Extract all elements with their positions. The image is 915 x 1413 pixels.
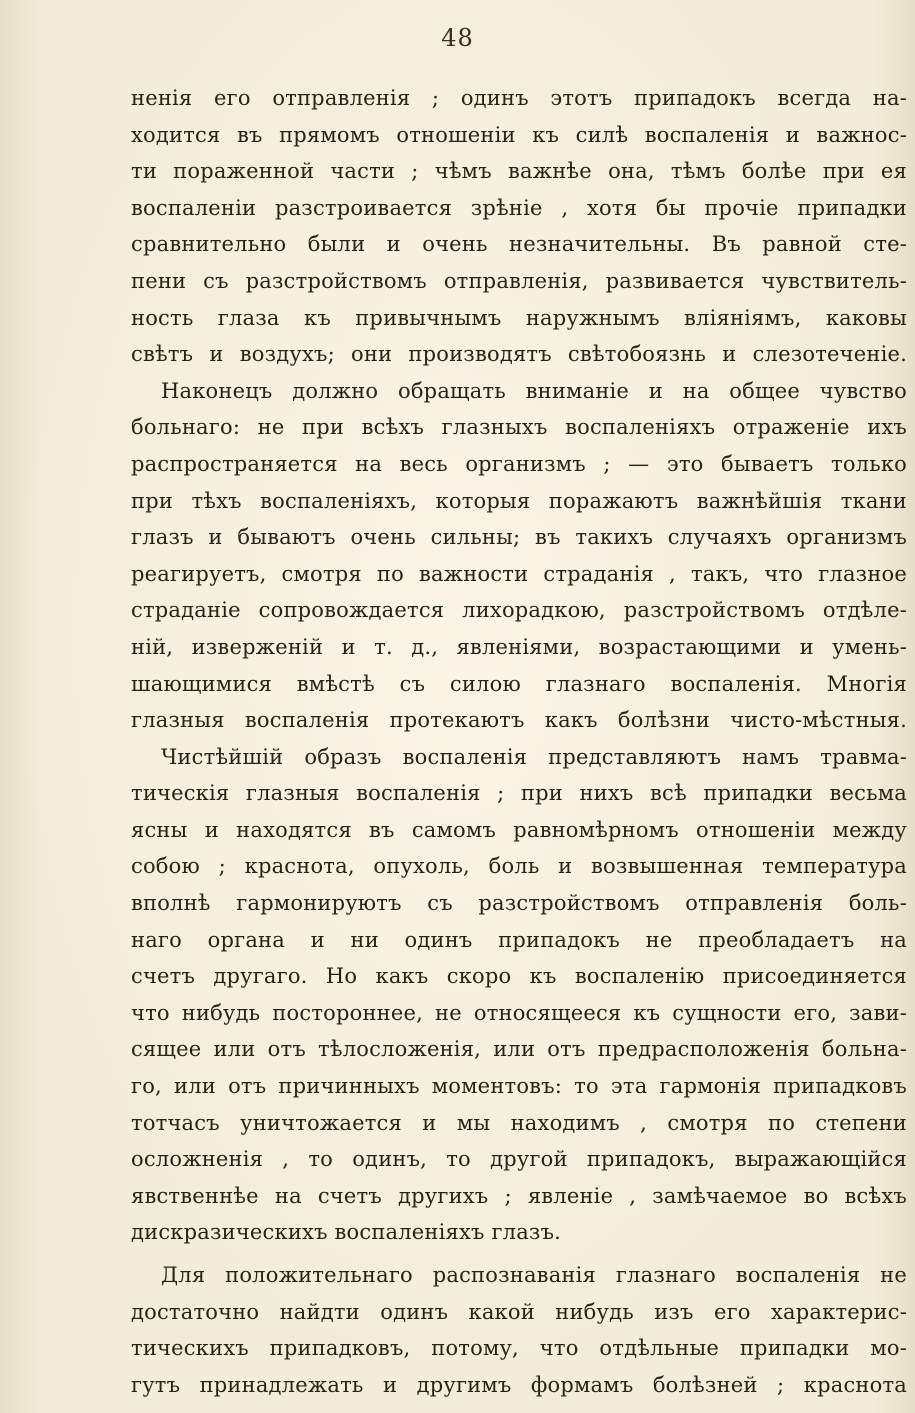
text-line: тотчасъ уничтожается и мы находимъ , смотря по степени — [131, 1110, 907, 1135]
paragraph-1 — [131, 80, 907, 373]
text-line: дискразическихъ воспаленіяхъ глазъ. — [131, 1220, 562, 1245]
text-line: счетъ другаго. Но какъ скоро къ воспаленію присоединяется — [131, 964, 907, 989]
text-line: ность глаза къ привычнымъ наружнымъ вліяніямъ, каковы — [131, 305, 907, 330]
text-line: больнаго: не при всѣхъ глазныхъ воспаленіяхъ отраженіе ихъ — [131, 415, 907, 440]
text-line: свѣтъ и воздухъ; они производятъ свѣтобоязнь и слезотеченіе. — [131, 342, 907, 367]
text-line: осложненія , то одинъ, то другой припадокъ, выражающійся — [131, 1147, 907, 1172]
text-line: ходится въ прямомъ отношеніи къ силѣ воспаленія и важнос- — [131, 122, 907, 147]
text-line: глазныя воспаленія протекаютъ какъ болѣзни чисто-мѣстныя. — [131, 708, 907, 733]
page-number: 48 — [441, 24, 474, 52]
paragraph-4 — [131, 1257, 907, 1403]
text-line: ній, изверженій и т. д., явленіями, возрастающими и умень- — [131, 634, 907, 659]
text-line: собою ; краснота, опухоль, боль и возвышенная температура — [131, 854, 907, 879]
text-line: тическія глазныя воспаленія ; при нихъ всѣ припадки весьма — [131, 781, 907, 806]
text-line: сящее или отъ тѣлосложенія, или отъ предрасположенія больна- — [131, 1037, 907, 1062]
text-line: реагируетъ, смотря по важности страданія , такъ, что глазное — [131, 561, 907, 586]
text-line: распространяется на весь организмъ ; — это бываетъ только — [131, 451, 907, 476]
paragraph-2 — [131, 373, 907, 739]
text-line: ясны и находятся въ самомъ равномѣрномъ отношеніи между — [131, 817, 907, 842]
text-line: Для положительнаго распознаванія глазнаго воспаленія не — [161, 1263, 907, 1287]
text-line: го, или отъ причинныхъ моментовъ: то эта гармонія припадковъ — [131, 1074, 907, 1099]
text-line: вполнѣ гармонируютъ съ разстройствомъ отправленія боль- — [131, 891, 907, 916]
text-line: пени съ разстройствомъ отправленія, развивается чувствитель- — [131, 268, 907, 293]
text-line: глазъ и бываютъ очень сильны; въ такихъ случаяхъ организмъ — [131, 525, 907, 550]
text-line: гутъ принадлежать и другимъ формамъ болѣзней ; краснота — [131, 1372, 907, 1397]
text-line: ти пораженной части ; чѣмъ важнѣе она, тѣмъ болѣе при ея — [131, 159, 907, 184]
text-line: достаточно найдти одинъ какой нибудь изъ его характерис- — [131, 1299, 907, 1324]
text-line: Чистѣйшій образъ воспаленія представляютъ намъ травма- — [161, 744, 907, 769]
text-line: страданіе сопровождается лихорадкою, разстройствомъ отдѣле- — [131, 598, 907, 623]
text-line: наго органа и ни одинъ припадокъ не преобладаетъ на — [131, 927, 907, 952]
text-line: что нибудь постороннее, не относящееся къ сущности его, зави- — [131, 1000, 907, 1025]
text-line: шающимися вмѣстѣ съ силою глазнаго воспаленія. Многія — [131, 671, 907, 696]
paragraph-3 — [131, 739, 907, 1251]
body-text — [131, 80, 907, 1403]
text-line: ненія его отправленія ; одинъ этотъ припадокъ всегда на- — [131, 86, 907, 110]
text-line: воспаленіи разстроивается зрѣніе , хотя бы прочіе припадки — [131, 195, 907, 220]
text-line: тическихъ припадковъ, потому, что отдѣльные припадки мо- — [131, 1336, 907, 1361]
text-line: явственнѣе на счетъ другихъ ; явленіе , замѣчаемое во всѣхъ — [131, 1183, 907, 1208]
text-line: при тѣхъ воспаленіяхъ, которыя поражаютъ важнѣйшія ткани — [131, 488, 907, 513]
text-line: сравнительно были и очень незначительны. Въ равной сте- — [131, 232, 907, 257]
text-line: Наконецъ должно обращать вниманіе и на общее чувство — [161, 378, 907, 403]
